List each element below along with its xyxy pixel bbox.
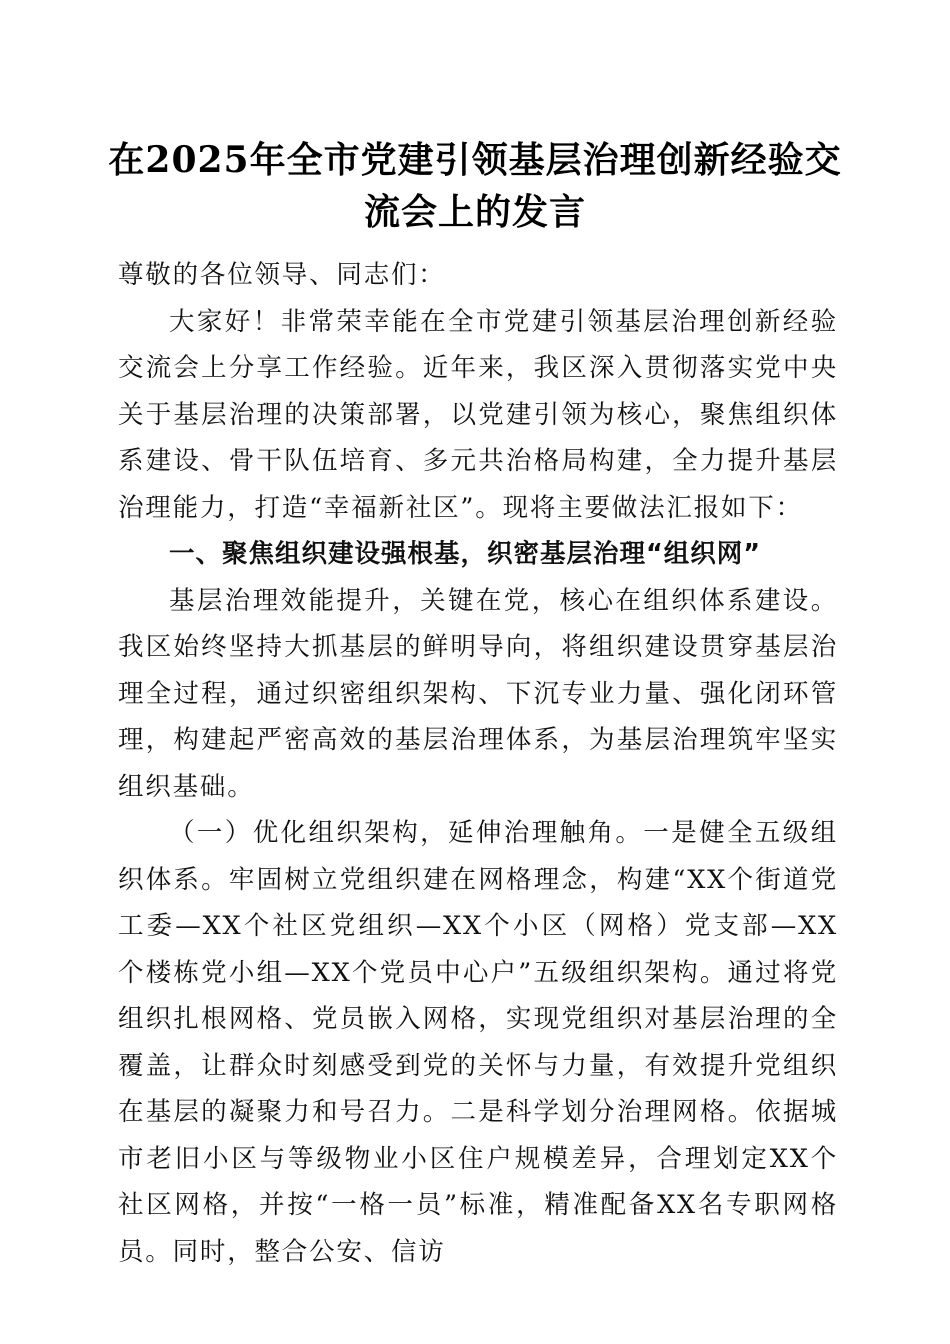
document-title: 在2025年全市党建引领基层治理创新经验交流会上的发言 — [108, 139, 842, 233]
document-body — [118, 252, 838, 1275]
section-heading-1: 一、聚焦组织建设强根基，织密基层治理“组织网” — [169, 539, 762, 569]
paragraph-intro: 大家好！非常荣幸能在全市党建引领基层治理创新经验交流会上分享工作经验。近年来，我区深入贯彻落实党中央关于基层治理的决策部署，以党建引领为核心，聚焦组织体系建设、骨干队伍培育、多元共治格局构建，全力提升基层治理能力，打造“幸福新社区”。现将主要做法汇报如下： — [118, 306, 838, 523]
salutation: 尊敬的各位领导、同志们： — [118, 260, 446, 290]
paragraph-section-1: 基层治理效能提升，关键在党，核心在组织体系建设。我区始终坚持大抓基层的鲜明导向，将组织建设贯穿基层治理全过程，通过织密组织架构、下沉专业力量、强化闭环管理，构建起严密高效的基层治理体系，为基层治理筑牢坚实组织基础。 — [118, 585, 838, 802]
paragraph-subsection-1-1: （一）优化组织架构，延伸治理触角。一是健全五级组织体系。牢固树立党组织建在网格理念，构建“XX个街道党工委—XX个社区党组织—XX个小区（网格）党支部—XX个楼栋党小组—XX个党员中心户”五级组织架构。通过将党组织扎根网格、党员嵌入网格，实现党组织对基层治理的全覆盖，让群众时刻感受到党的关怀与力量，有效提升党组织在基层的凝聚力和号召力。二是科学划分治理网格。依据城市老旧小区与等级物业小区住户规模差异，合理划定XX个社区网格，并按“一格一员”标准，精准配备XX名专职网格员。同时，整合公安、信访 — [118, 818, 838, 1267]
